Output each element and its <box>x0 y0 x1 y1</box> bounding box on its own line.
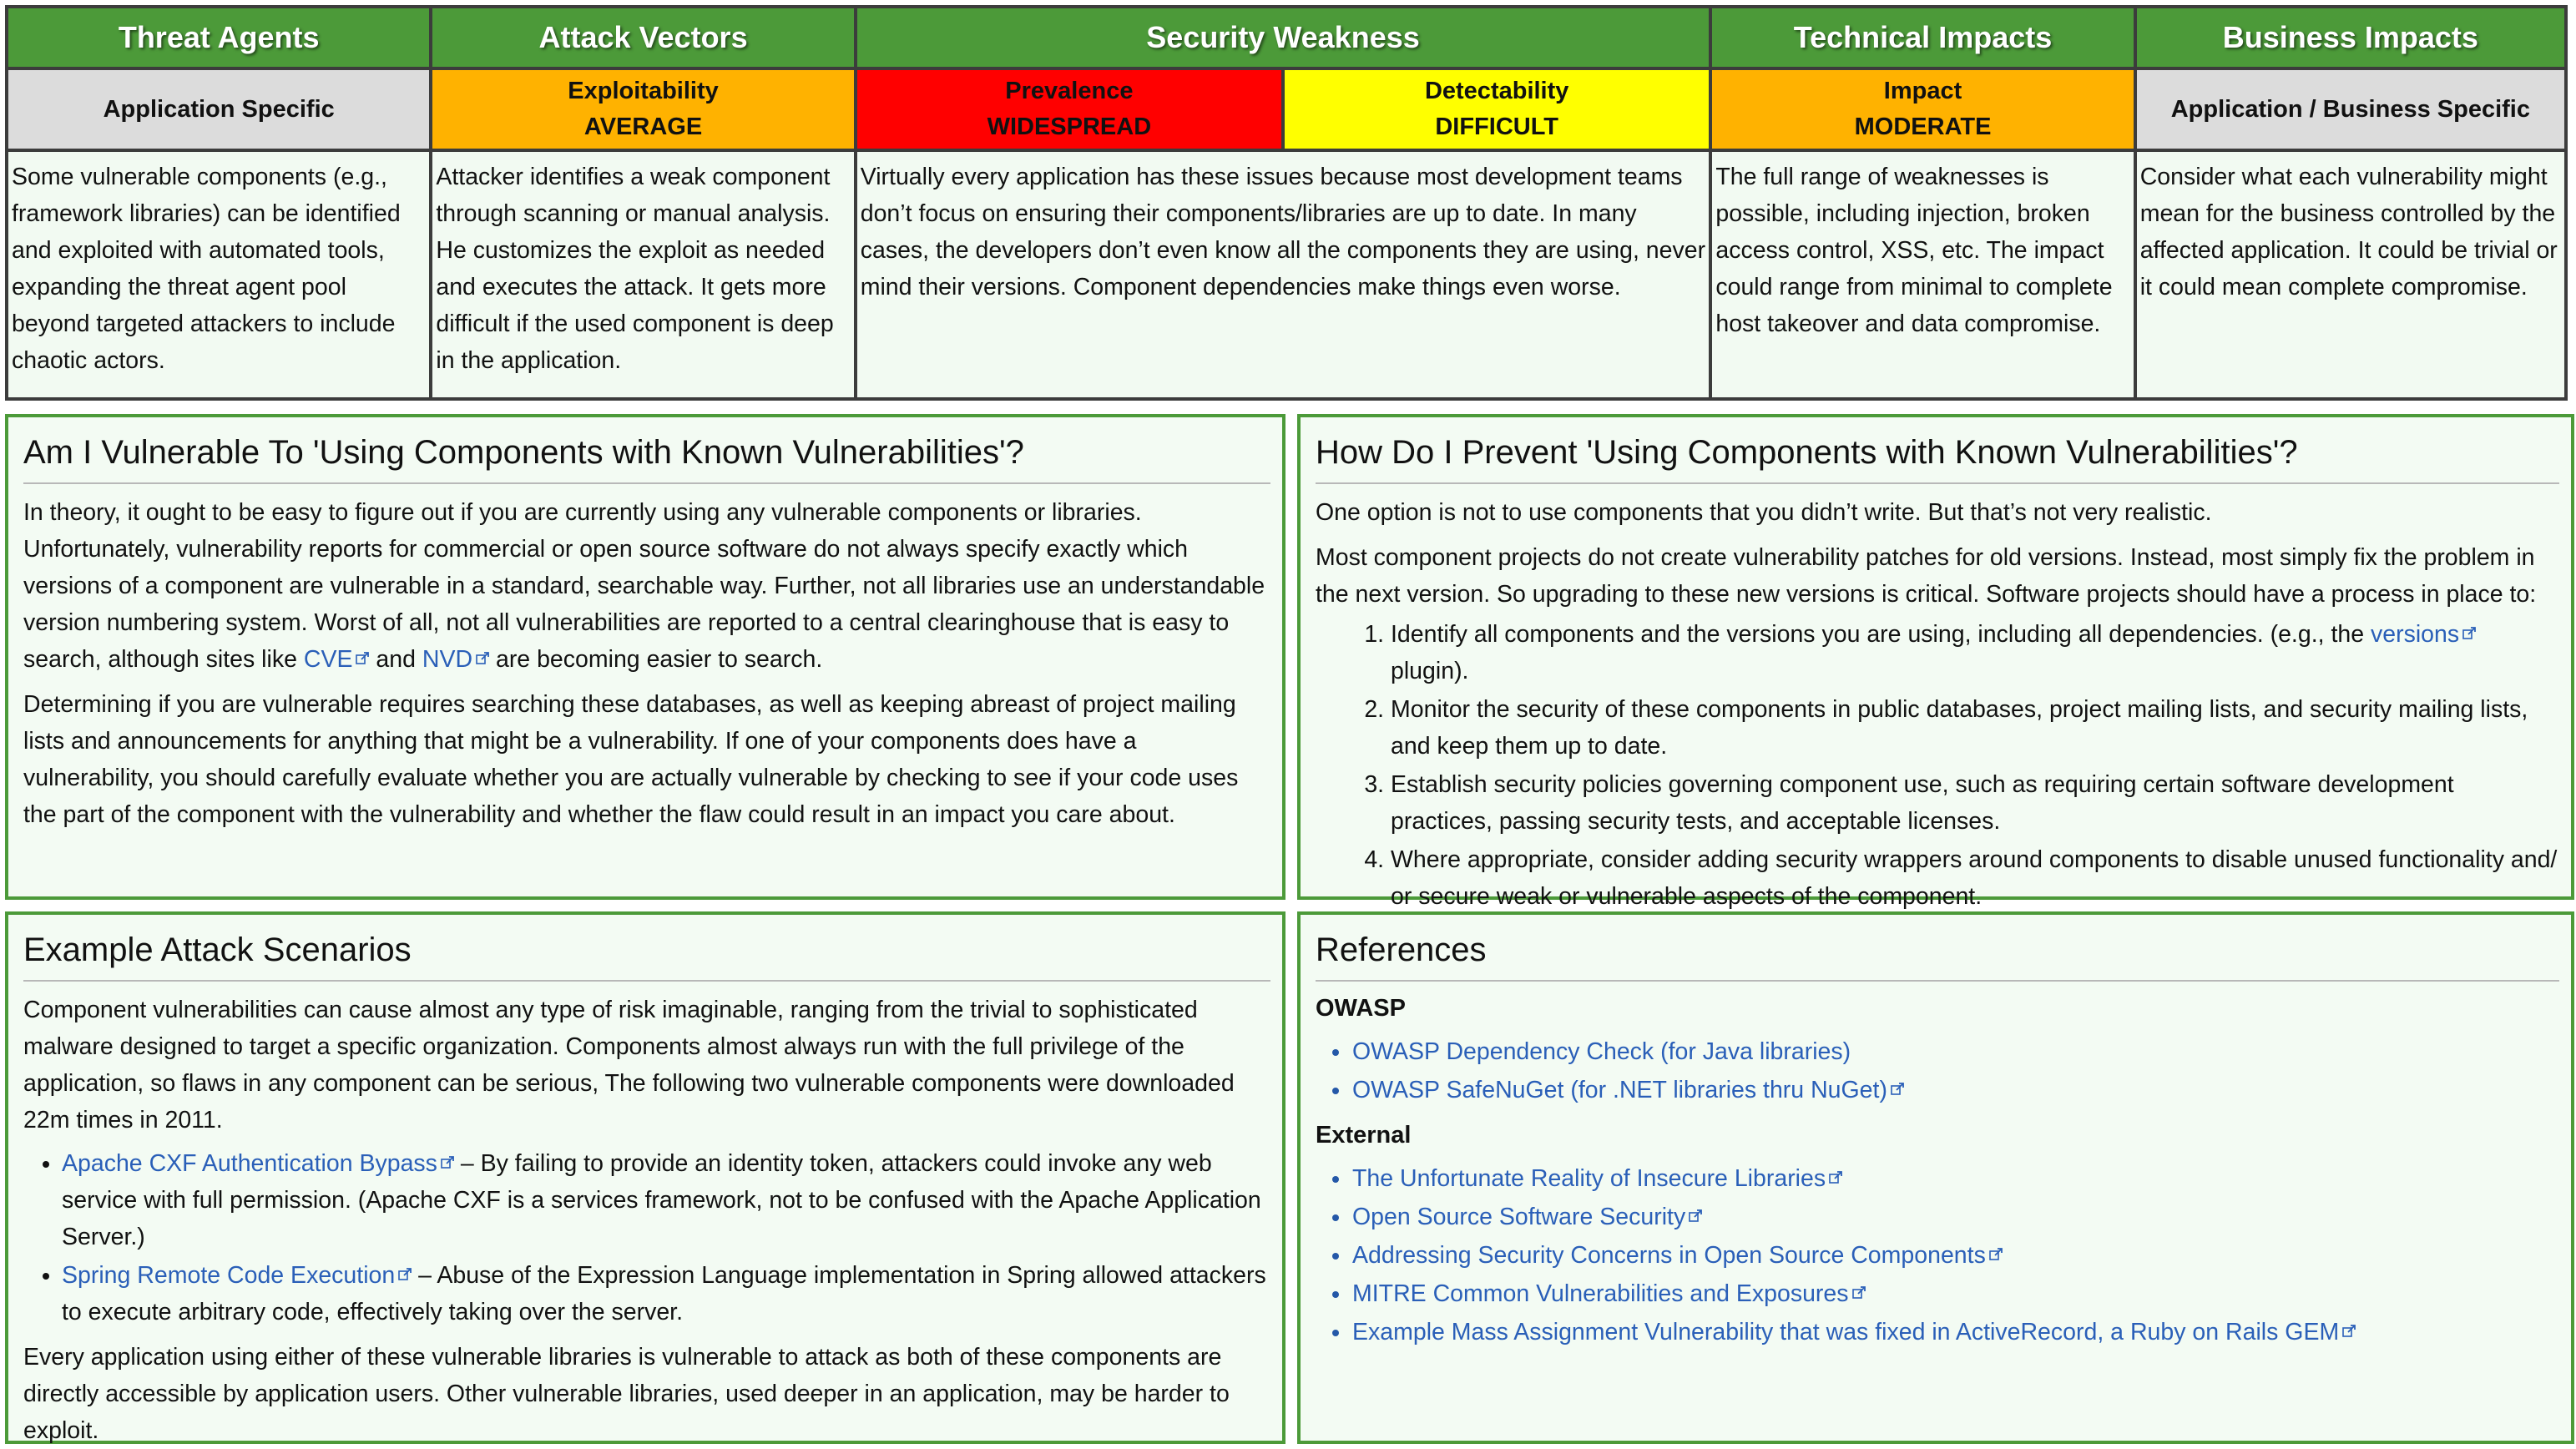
technical-impacts-header: Technical Impacts <box>1710 7 2134 68</box>
external-links-list <box>1316 1160 2559 1351</box>
scenario-item <box>62 1145 1270 1255</box>
business-impacts-description: Consider what each vulnerability might mean for the business controlled by the affected application. It could be trivial or it could mean complete compromise. <box>2135 150 2566 399</box>
security-weakness-header: Security Weakness <box>856 7 1711 68</box>
apache-cxf-link-text: Apache CXF Authentication Bypass <box>62 1150 437 1177</box>
cve-link-text: CVE <box>303 646 353 673</box>
security-weakness-description: Virtually every application has these issues because most development teams don’t focus on ensuring their components/libraries are up to date. In many cases, the developers don’t even know all the components they are using, never mind their versions. Component dependencies make things even worse. <box>856 150 1711 399</box>
am-i-vulnerable-title: Am I Vulnerable To 'Using Components with Known Vulnerabilities'? <box>23 429 1270 484</box>
nvd-link-text: NVD <box>422 646 473 673</box>
vulnerable-p1-end: are becoming easier to search. <box>489 646 823 673</box>
how-do-i-prevent-panel <box>1297 414 2574 910</box>
addressing-security-concerns-link[interactable] <box>1352 1242 2003 1269</box>
scenarios-title: Example Attack Scenarios <box>23 926 1270 982</box>
external-link-text: The Unfortunate Reality of Insecure Libraries <box>1352 1165 1826 1192</box>
business-impacts-rating <box>2135 68 2566 150</box>
risk-rating-table <box>5 5 2568 401</box>
am-i-vulnerable-paragraph-2: Determining if you are vulnerable requires searching these databases, as well as keeping abreast of project mailing lists and announcements for anything that might be a vulnerability. If one of your components does have a vulnerability, you should carefully evaluate whether you are actually vulnerable by checking to see if your code uses the part of the component with the vulnerability and whether the flaw could result in an impact you care about. <box>23 691 1239 828</box>
scenarios-paragraph-1: Component vulnerabilities can cause almost any type of risk imaginable, ranging from the trivial to sophisticated malware designed to target a specific organization. Components almost always run with the full privilege of the application, so flaws in any component can be serious, The following two vulnerable components were downloaded 22m times in 2011. <box>23 997 1235 1133</box>
reference-item <box>1332 1160 2559 1197</box>
versions-plugin-link[interactable] <box>2371 621 2476 648</box>
scenarios-list <box>23 1145 1270 1330</box>
prevent-paragraph-2: Most component projects do not create vulnerability patches for old versions. Instead, most simply fix the problem in the next version. So upgrading to these new versions is critical. Software projects should have a process in place to: <box>1316 544 2537 608</box>
prevalence-label: Prevalence <box>1005 78 1134 104</box>
mass-assignment-link[interactable] <box>1352 1319 2356 1346</box>
scenarios-paragraph-2: Every application using either of these vulnerable libraries is vulnerable to attack as both of these components are directly accessible by application users. Other vulnerable libraries, used deeper in an application, may be harder to exploit. <box>23 1344 1230 1444</box>
cve-link[interactable] <box>304 646 370 673</box>
external-link-icon <box>2462 627 2476 640</box>
reference-item <box>1332 1072 2559 1108</box>
mitre-cve-link[interactable] <box>1352 1280 1866 1307</box>
attack-vectors-description: Attacker identifies a weak component through scanning or manual analysis. He customizes the exploit as needed and executes the attack. It gets more difficult if the used component is deep in the application. <box>431 150 855 399</box>
prevent-steps-list <box>1316 616 2559 915</box>
threat-agents-description: Some vulnerable components (e.g., framework libraries) can be identified and exploited with automated tools, expanding the threat agent pool beyond targeted attackers to include chaotic actors. <box>7 150 431 399</box>
nvd-link[interactable] <box>422 646 489 673</box>
prevent-step <box>1391 616 2559 689</box>
versions-link-text: versions <box>2370 621 2460 648</box>
external-link-icon <box>476 652 489 665</box>
spring-rce-link[interactable] <box>62 1262 412 1289</box>
scenario-item <box>62 1257 1270 1330</box>
apache-cxf-description: – By failing to provide an identity token, attackers could invoke any web service with full permission. (Apache CXF is a services framework, not to be confused with the Apache Application Server.) <box>62 1150 1261 1250</box>
impact-label: Impact <box>1883 78 1962 104</box>
impact-value: MODERATE <box>1854 114 1992 140</box>
open-source-security-link[interactable] <box>1352 1204 1702 1230</box>
impact-rating <box>1710 68 2134 150</box>
am-i-vulnerable-panel <box>5 414 1285 900</box>
risk-rating-row <box>7 68 2566 150</box>
prevent-step: 3. Establish security policies governing component use, such as requiring certain software development practices, passing security tests, and acceptable licenses. <box>1391 766 2559 840</box>
how-do-i-prevent-title: How Do I Prevent 'Using Components with Known Vulnerabilities'? <box>1316 429 2559 484</box>
reference-item <box>1332 1314 2559 1351</box>
owasp-links-list <box>1316 1033 2559 1108</box>
vulnerable-p1-text: In theory, it ought to be easy to figure out if you are currently using any vulnerable components or libraries. Unfortunately, vulnerability reports for commercial or open source software do not always specify exactly which versions of a component are vulnerable in a standard, searchable way. Further, not all libraries use an understandable version numbering system. Worst of all, not all vulnerabilities are reported to a central clearinghouse that is easy to search, although sites like <box>23 499 1265 673</box>
reference-item <box>1332 1237 2559 1274</box>
owasp-heading: OWASP <box>1316 995 1406 1022</box>
external-link-icon <box>398 1268 412 1281</box>
reference-item <box>1332 1275 2559 1312</box>
prevent-step-1-end: plugin). <box>1391 658 1469 684</box>
external-link-text: Open Source Software Security <box>1352 1204 1686 1230</box>
external-link-icon <box>441 1156 454 1169</box>
risk-description-row <box>7 150 2566 399</box>
prevent-step-1-text: Identify all components and the versions you are using, including all dependencies. (e.g., the <box>1391 621 2371 648</box>
external-link-icon <box>2342 1325 2356 1338</box>
exploitability-value: AVERAGE <box>583 114 703 140</box>
vulnerable-and-text: and <box>369 646 422 673</box>
insecure-libraries-link[interactable] <box>1352 1165 1842 1192</box>
exploitability-label: Exploitability <box>568 78 719 104</box>
owasp-dependency-check-link[interactable]: OWASP Dependency Check (for Java libraries) <box>1352 1038 1851 1065</box>
prevalence-rating <box>856 68 1283 150</box>
technical-impacts-description: The full range of weaknesses is possible, including injection, broken access control, XSS, etc. The impact could range from minimal to complete host takeover and data compromise. <box>1710 150 2134 399</box>
owasp-safenuget-link[interactable] <box>1352 1077 1904 1103</box>
apache-cxf-link[interactable] <box>62 1150 454 1177</box>
prevalence-value: WIDESPREAD <box>987 114 1152 140</box>
threat-agents-header: Threat Agents <box>7 7 431 68</box>
risk-header-row <box>7 7 2566 68</box>
spring-rce-link-text: Spring Remote Code Execution <box>62 1262 396 1289</box>
reference-item <box>1332 1199 2559 1235</box>
references-title: References <box>1316 926 2559 982</box>
detectability-rating <box>1283 68 1710 150</box>
threat-agents-rating <box>7 68 431 150</box>
threat-agents-rating-text: Application Specific <box>103 95 335 123</box>
business-rating-text: Application / Business Specific <box>2170 95 2530 123</box>
references-panel <box>1297 911 2574 1444</box>
external-link-text: Addressing Security Concerns in Open Source Components <box>1352 1242 1986 1269</box>
external-link-icon <box>1829 1171 1842 1184</box>
spring-rce-description: – Abuse of the Expression Language implementation in Spring allowed attackers to execute arbitrary code, effectively taking over the server. <box>62 1262 1266 1325</box>
reference-item <box>1332 1033 2559 1070</box>
external-heading: External <box>1316 1122 1412 1149</box>
owasp-safenuget-link-text: OWASP SafeNuGet (for .NET libraries thru NuGet) <box>1352 1077 1887 1103</box>
example-attack-scenarios-panel <box>5 911 1285 1444</box>
prevent-step: 2. Monitor the security of these components in public databases, project mailing lists, and security mailing lists, and keep them up to date. <box>1391 691 2559 765</box>
attack-vectors-header: Attack Vectors <box>431 7 855 68</box>
external-link-text: MITRE Common Vulnerabilities and Exposures <box>1352 1280 1849 1307</box>
prevent-step: 4. Where appropriate, consider adding security wrappers around components to disable unused functionality and/ or secure weak or vulnerable aspects of the component. <box>1391 841 2559 915</box>
detectability-value: DIFFICULT <box>1435 114 1558 140</box>
am-i-vulnerable-paragraph-1 <box>23 494 1270 678</box>
external-link-icon <box>1689 1209 1702 1223</box>
external-link-icon <box>1989 1248 2003 1261</box>
external-link-icon <box>356 652 369 665</box>
prevent-paragraph-1: One option is not to use components that you didn’t write. But that’s not very realistic. <box>1316 499 2212 526</box>
external-link-icon <box>1852 1286 1866 1300</box>
detectability-label: Detectability <box>1424 78 1569 104</box>
business-impacts-header: Business Impacts <box>2135 7 2566 68</box>
exploitability-rating <box>431 68 855 150</box>
external-link-icon <box>1891 1083 1904 1096</box>
external-link-text: Example Mass Assignment Vulnerability that was fixed in ActiveRecord, a Ruby on Rails GEM <box>1352 1319 2340 1346</box>
